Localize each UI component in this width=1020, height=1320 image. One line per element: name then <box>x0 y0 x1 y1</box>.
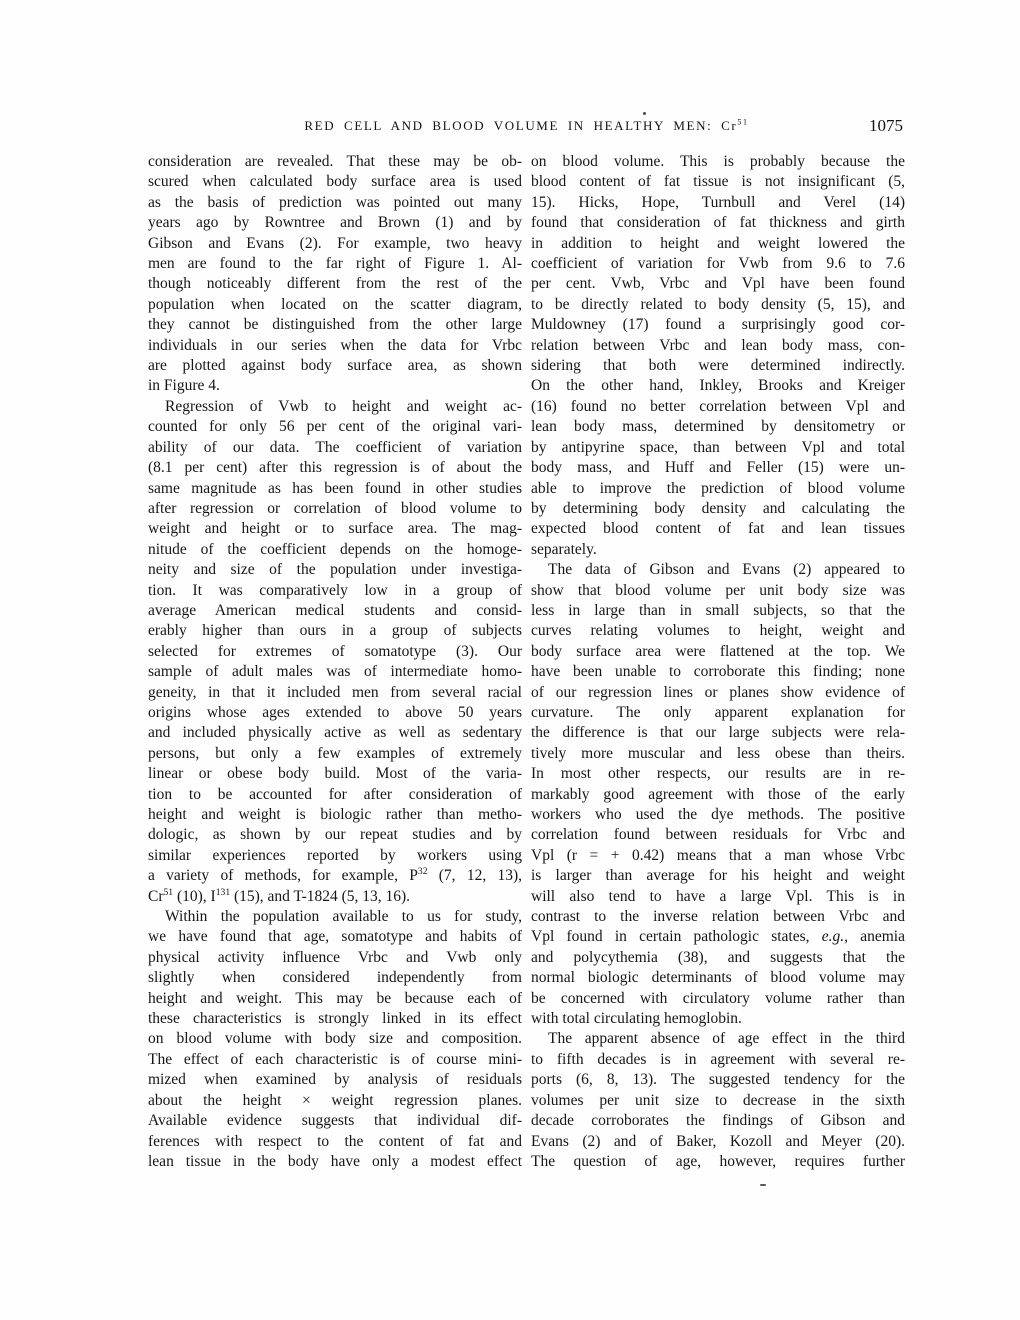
text-line: dologic, as shown by our repeat studies and by <box>148 826 522 844</box>
text-line: by determining body density and calculating the <box>531 499 905 517</box>
text-line: contrast to the inverse relation between Vrbc and <box>531 908 905 926</box>
text-line: able to improve the prediction of blood volume <box>531 479 905 497</box>
text-line: In most other respects, our results are in re- <box>531 765 905 783</box>
paragraph <box>531 1029 905 1172</box>
text-line: we have found that age, somatotype and habits of <box>148 928 522 946</box>
text-line: lean body mass, determined by densitometry or <box>531 418 905 436</box>
paragraph <box>531 560 905 1029</box>
page-content <box>148 118 905 1172</box>
text-line: (16) found no better correlation between Vpl and <box>531 397 905 415</box>
text-line: are plotted against body surface area, as shown <box>148 357 522 375</box>
text-line: similar experiences reported by workers using <box>148 846 522 864</box>
paragraph <box>148 907 522 1172</box>
text-line: tively more muscular and less obese than theirs. <box>531 744 905 762</box>
text-line: individuals in our series when the data for Vrbc <box>148 336 522 354</box>
text-line: about the height × weight regression planes. <box>148 1091 522 1109</box>
text-line: origins whose ages extended to above 50 years <box>148 703 522 721</box>
text-line: scured when calculated body surface area is used <box>148 173 522 191</box>
text-line: mized when examined by analysis of residuals <box>148 1071 522 1089</box>
text-line: be concerned with circulatory volume rather than <box>531 989 905 1007</box>
text-line: ferences with respect to the content of fat and <box>148 1132 522 1150</box>
text-line: The data of Gibson and Evans (2) appeared to <box>548 561 905 579</box>
text-line: persons, but only a few examples of extremely <box>148 744 522 762</box>
text-line: per cent. Vwb, Vrbc and Vpl have been found <box>531 275 905 293</box>
text-line: a variety of methods, for example, $P^{32}$ (7, 12, 13), <box>148 866 523 885</box>
text-line: The apparent absence of age effect in the third <box>548 1030 905 1048</box>
text-line: 15). Hicks, Hope, Turnbull and Verel (14) <box>531 193 905 211</box>
text-line: in addition to height and weight lowered the <box>531 234 905 252</box>
text-line: blood content of fat tissue is not insignificant (5, <box>531 173 905 191</box>
text-line: physical activity influence Vrbc and Vwb only <box>148 948 522 966</box>
text-line: men are found to the far right of Figure 1. Al- <box>148 255 522 273</box>
text-line: selected for extremes of somatotype (3). Our <box>148 642 522 660</box>
text-line: (8.1 per cent) after this regression is of about the <box>148 459 522 477</box>
text-line: consideration are revealed. That these may be ob- <box>148 153 522 170</box>
text-line: geneity, in that it included men from several racial <box>148 683 522 701</box>
text-line: normal biologic determinants of blood volume may <box>531 969 905 987</box>
text-line: body mass, and Huff and Feller (15) were un- <box>531 459 905 477</box>
page-number: 1075 <box>869 116 903 135</box>
text-line: population when located on the scatter diagram, <box>148 295 522 313</box>
text-line: Available evidence suggests that individual dif- <box>148 1112 522 1130</box>
text-line: as the basis of prediction was pointed out many <box>148 193 522 211</box>
text-line: decade corroborates the findings of Gibson and <box>531 1112 905 1130</box>
text-line: tion to be accounted for after consideration of <box>148 785 522 803</box>
text-line: the difference is that our large subjects were rela- <box>531 724 905 742</box>
text-line: after regression or correlation of blood volume to <box>148 499 522 517</box>
text-line: and included physically active as well as sedentary <box>148 724 522 742</box>
text-line: height and weight is biologic rather than metho- <box>148 806 522 823</box>
text-line: expected blood content of fat and lean tissues <box>531 520 905 538</box>
text-line: Vpl (r = + 0.42) means that a man whose Vrbc <box>531 846 905 864</box>
text-line: is larger than average for his height and weight <box>531 867 905 885</box>
column-left <box>148 152 522 1172</box>
text-line: Muldowney (17) found a surprisingly good cor- <box>531 316 905 334</box>
scan-artifact-dot <box>760 1184 766 1186</box>
text-line: slightly when considered independently from <box>148 969 522 987</box>
text-line: coefficient of variation for Vwb from 9.6 to 7.6 <box>531 255 905 273</box>
text-line: The effect of each characteristic is of course mini- <box>148 1050 522 1068</box>
scan-artifact-dot <box>643 112 646 115</box>
text-line: erably higher than ours in a group of subjects <box>148 622 522 640</box>
paragraph <box>148 397 522 907</box>
text-line: on blood volume. This is probably because the <box>531 153 905 170</box>
page-header <box>148 118 905 140</box>
text-line: have been unable to corroborate this finding; none <box>531 663 905 681</box>
text-line: and polycythemia (38), and suggests that the <box>531 948 905 966</box>
text-line: markably good agreement with those of the early <box>531 785 905 803</box>
text-line: found that consideration of fat thickness and girth <box>531 214 905 232</box>
two-column-body <box>148 152 905 1172</box>
running-title: RED CELL AND BLOOD VOLUME IN HEALTHY MEN: Cr$^{51}$ <box>304 117 749 133</box>
text-line: ports (6, 8, 13). The suggested tendency for the <box>531 1071 905 1089</box>
text-line: tion. It was comparatively low in a group of <box>148 581 522 599</box>
text-line: correlation found between residuals for Vrbc and <box>531 826 905 844</box>
text-line: Regression of Vwb to height and weight ac- <box>165 397 522 415</box>
text-line: neity and size of the population under investiga- <box>148 561 522 579</box>
text-line: to fifth decades is in agreement with several re- <box>531 1050 905 1068</box>
text-line: these characteristics is strongly linked in its effect <box>148 1010 522 1028</box>
text-line: The question of age, however, requires further <box>531 1152 905 1170</box>
text-line: nitude of the coefficient depends on the homoge- <box>148 540 522 558</box>
text-line: height and weight. This may be because each of <box>148 989 522 1007</box>
text-line: Gibson and Evans (2). For example, two heavy <box>148 234 522 252</box>
text-line: though noticeably different from the rest of the <box>148 275 522 293</box>
text-line: On the other hand, Inkley, Brooks and Kreiger <box>531 377 905 395</box>
text-line: average American medical students and consid- <box>148 601 522 619</box>
text-line: same magnitude as has been found in other studies <box>148 479 522 497</box>
text-line: by antipyrine space, than between Vpl and total <box>531 438 905 456</box>
paragraph <box>148 152 522 397</box>
text-line: sidering that both were determined indirectly. <box>531 357 905 375</box>
text-line: curvature. The only apparent explanation for <box>531 703 905 721</box>
text-line: Evans (2) and of Baker, Kozoll and Meyer (20). <box>531 1132 905 1150</box>
text-line: show that blood volume per unit body size was <box>531 581 905 599</box>
paragraph <box>531 152 905 560</box>
text-line: Vpl found in certain pathologic states, e.g., anemia <box>531 928 905 946</box>
text-line: weight and height or to surface area. The mag- <box>148 520 522 538</box>
column-right <box>531 152 905 1172</box>
text-line: less in large than in small subjects, so that the <box>531 601 905 619</box>
text-line: in Figure 4. <box>148 377 220 395</box>
text-line: linear or obese body build. Most of the varia- <box>148 765 522 783</box>
text-line: Within the population available to us for study, <box>165 908 522 926</box>
text-line: of our regression lines or planes show evidence of <box>531 683 905 701</box>
text-line: lean tissue in the body have only a modest effect <box>148 1152 522 1170</box>
text-line: relation between Vrbc and lean body mass, con- <box>531 336 905 354</box>
text-line: curves relating volumes to height, weight and <box>531 622 905 640</box>
text-line: volumes per unit size to decrease in the sixth <box>531 1091 905 1109</box>
text-line: sample of adult males was of intermediate homo- <box>148 663 522 681</box>
text-line: on blood volume with body size and composition. <box>148 1030 522 1048</box>
text-line: ability of our data. The coefficient of variation <box>148 438 522 456</box>
text-line: with total circulating hemoglobin. <box>531 1010 742 1028</box>
text-line: workers who used the dye methods. The positive <box>531 806 905 823</box>
text-line: separately. <box>531 540 597 558</box>
text-line: to be directly related to body density (5, 15), and <box>531 295 905 313</box>
text-line: will also tend to have a large Vpl. This is in <box>531 887 905 905</box>
text-line: years ago by Rowntree and Brown (1) and by <box>148 214 522 232</box>
text-line: Cr$^{51}$ (10), $I^{131}$ (15), and T-1824 (5, 13, 16). <box>148 886 411 905</box>
text-line: they cannot be distinguished from the other large <box>148 316 522 334</box>
text-line: counted for only 56 per cent of the original vari- <box>148 418 522 436</box>
text-line: body surface area were flattened at the top. We <box>531 642 905 660</box>
